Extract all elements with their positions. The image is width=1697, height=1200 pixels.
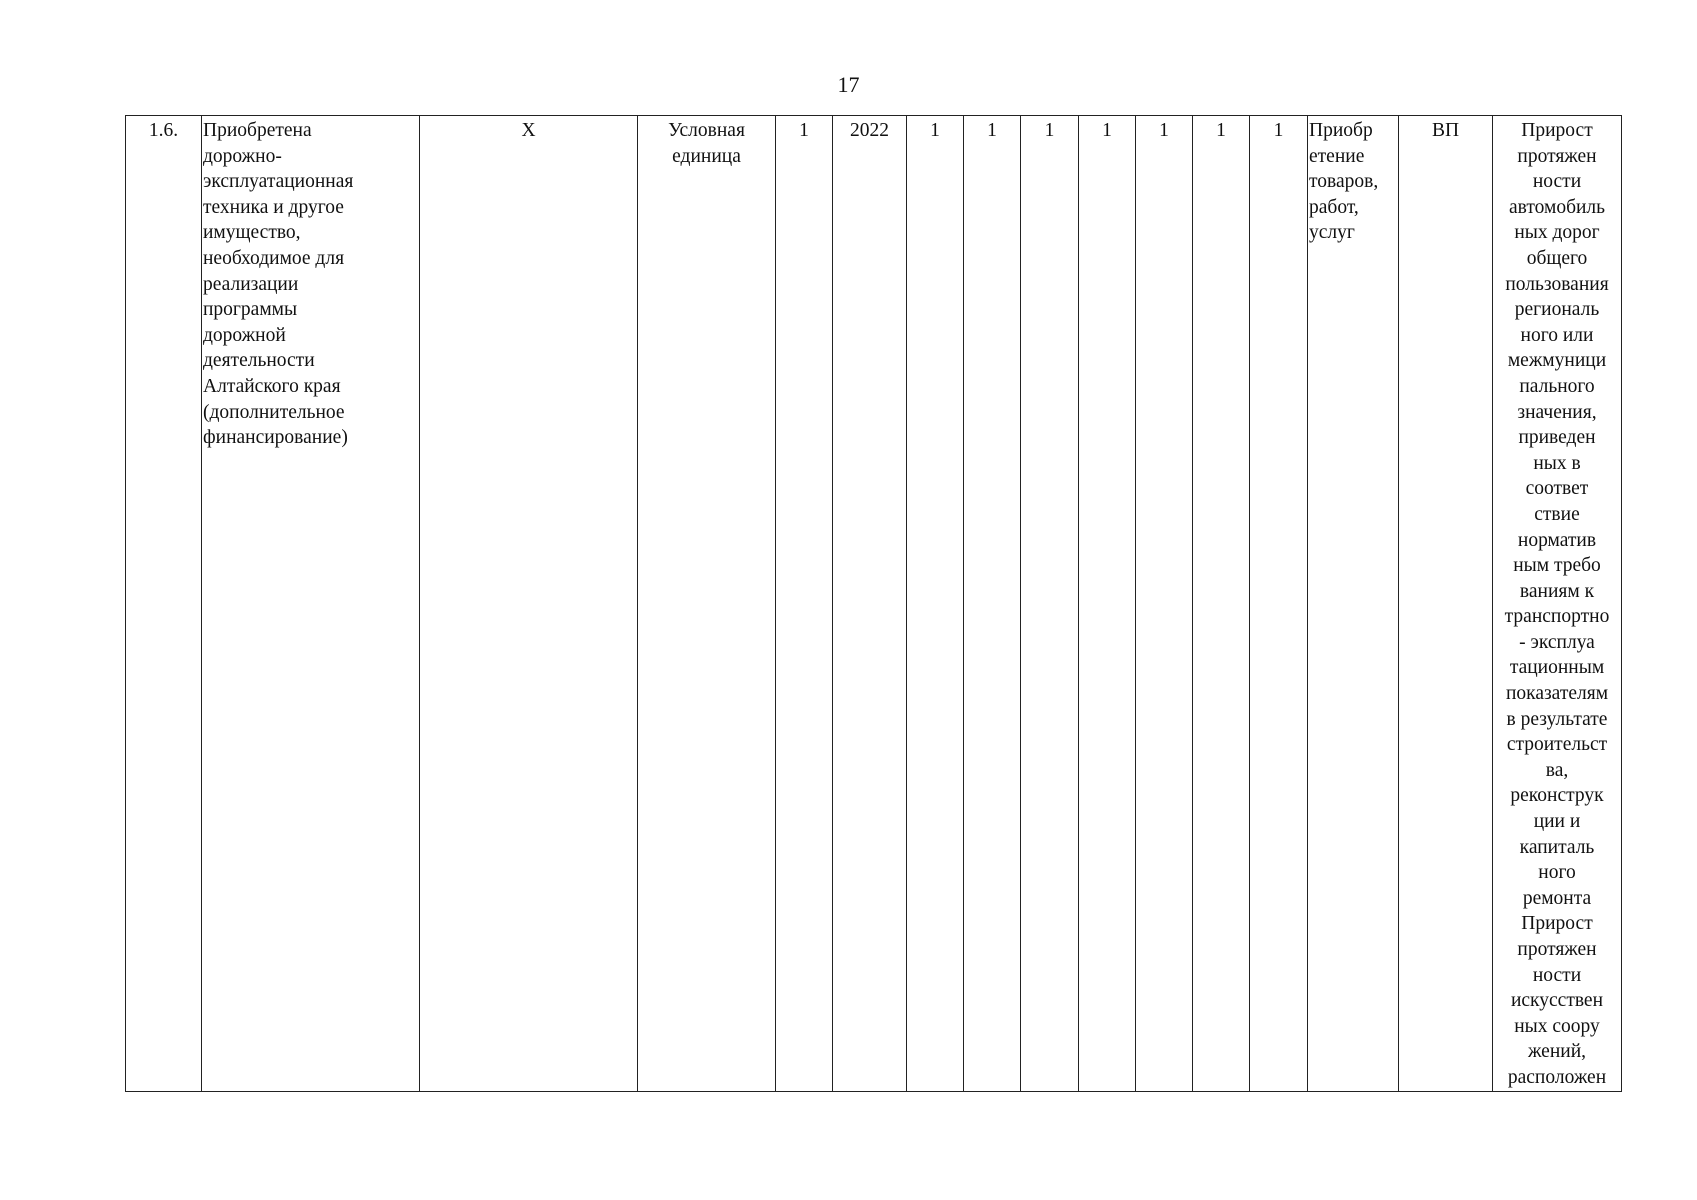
code-cell: ВП <box>1399 116 1493 1092</box>
value-cell-3: 1 <box>1021 116 1079 1092</box>
table-row <box>126 116 1622 1092</box>
value-cell-6: 1 <box>1193 116 1250 1092</box>
indicator-cell: Прирост протяжен ности автомобиль ных дорог общего пользования региональ ного или межмуници пального значения, приведен ных в соответ ствие норматив ным требо ваниям к транспортно - эксплуа тационным показателям в результате строительст ва, реконструк ции и капиталь ного ремонта Прирост протяжен ности искусствен ных соору жений, расположен <box>1493 116 1622 1092</box>
value-cell-1: 1 <box>907 116 964 1092</box>
value-cell-7: 1 <box>1250 116 1308 1092</box>
marker-cell: Х <box>420 116 638 1092</box>
page-number: 17 <box>837 72 860 97</box>
value-cell-5: 1 <box>1136 116 1193 1092</box>
row-name-cell: Приобретена дорожно- эксплуатационная техника и другое имущество, необходимое для реализации программы дорожной деятельности Алтайского края (дополнительное финансирование) <box>202 116 420 1092</box>
base-value-cell: 1 <box>776 116 833 1092</box>
value-cell-4: 1 <box>1079 116 1136 1092</box>
year-cell: 2022 <box>833 116 907 1092</box>
unit-cell: Условная единица <box>638 116 776 1092</box>
result-type-cell: Приобр етение товаров, работ, услуг <box>1308 116 1399 1092</box>
value-cell-2: 1 <box>964 116 1021 1092</box>
document-table <box>125 115 1622 1092</box>
row-number-cell: 1.6. <box>126 116 202 1092</box>
